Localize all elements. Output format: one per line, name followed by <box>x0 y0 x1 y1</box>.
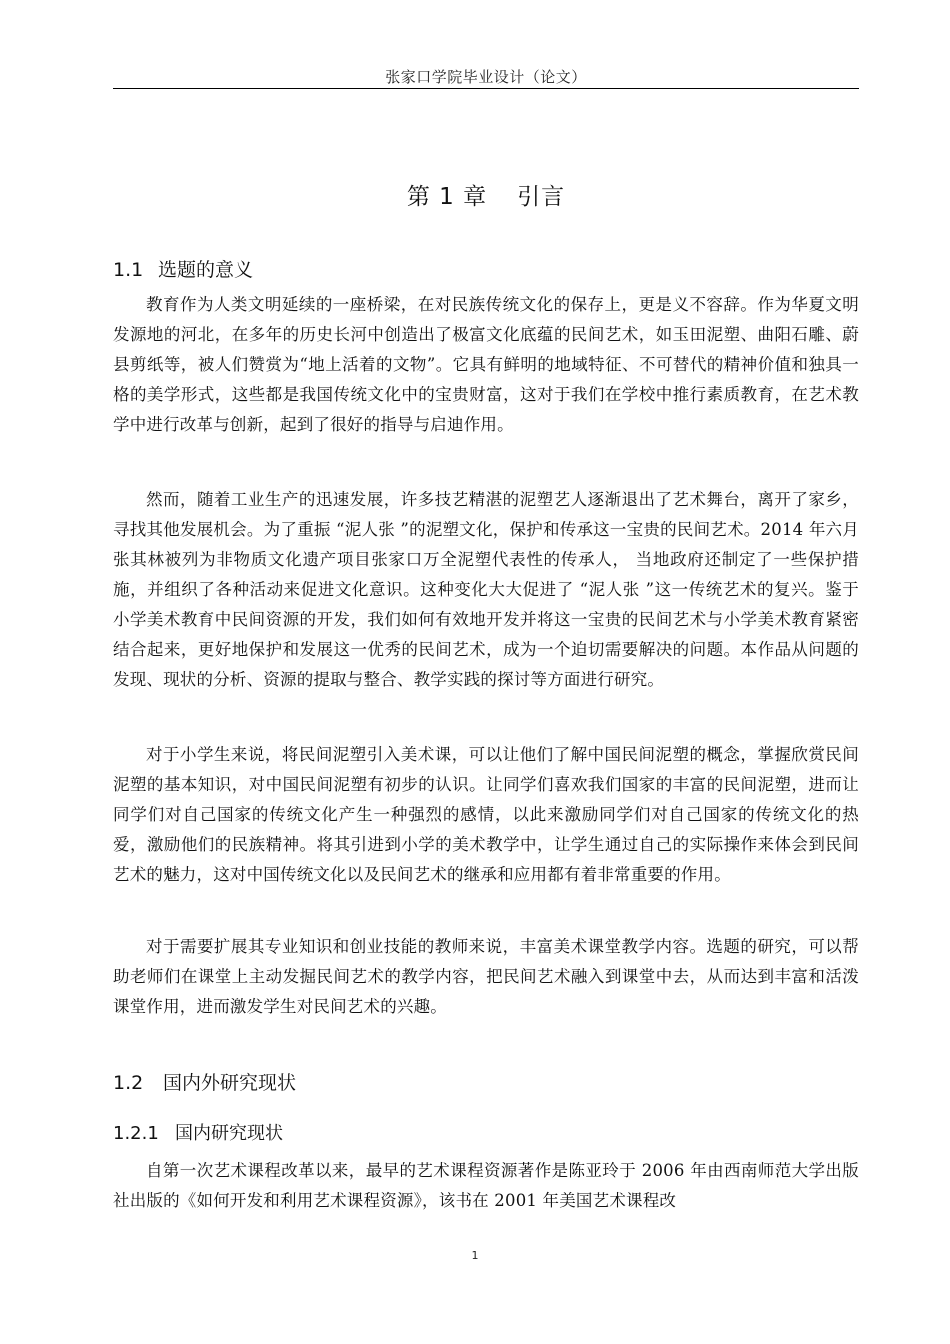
subsection-heading-1-2-1 <box>113 1119 283 1145</box>
subsection-title: 国内研究现状 <box>175 1123 283 1144</box>
page-number: 1 <box>471 1249 479 1262</box>
paragraph-significance-3: 对于小学生来说，将民间泥塑引入美术课，可以让他们了解中国民间泥塑的概念，掌握欣赏民间泥塑的基本知识，对中国民间泥塑有初步的认识。让同学们喜欢我们国家的丰富的民间泥塑，进而让同学们对自己国家的传统文化产生一种强烈的感情，以此来激励同学们对自己国家的传统文化的热爱，激励他们的民族精神。将其引进到小学的美术教学中，让学生通过自己的实际操作来体会到民间艺术的魅力，这对中国传统文化以及民间艺术的继承和应用都有着非常重要的作用。 <box>113 745 859 884</box>
section-heading-1-1 <box>113 255 253 282</box>
subsection-number: 1.2.1 <box>113 1123 159 1144</box>
paragraph-domestic-research: 自第一次艺术课程改革以来，最早的艺术课程资源著作是陈亚玲于 2006 年由西南师范大学出版社出版的《如何开发和利用艺术课程资源》，该书在 2001 年美国艺术课程改 <box>113 1161 859 1210</box>
chapter-heading <box>113 178 859 211</box>
section-number: 1.1 <box>113 259 144 281</box>
header-divider <box>113 88 859 89</box>
section-heading-1-2 <box>113 1068 296 1095</box>
paragraph-significance-4: 对于需要扩展其专业知识和创业技能的教师来说，丰富美术课堂教学内容。选题的研究，可以帮助老师们在课堂上主动发掘民间艺术的教学内容，把民间艺术融入到课堂中去，从而达到丰富和活泼课堂作用，进而激发学生对民间艺术的兴趣。 <box>113 937 859 1016</box>
chapter-title: 引言 <box>517 184 566 210</box>
paragraph-significance-2: 然而，随着工业生产的迅速发展，许多技艺精湛的泥塑艺人逐渐退出了艺术舞台，离开了家乡，寻找其他发展机会。为了重振 “泥人张 ”的泥塑文化，保护和传承这一宝贵的民间艺术。2014 年六月张其林被列为非物质文化遗产项目张家口万全泥塑代表性的传承人， 当地政府还制定了一些保护措施，并组织了各种活动来促进文化意识。这种变化大大促进了 “泥人张 ”这一传统艺术的复兴。鉴于小学美术教育中民间资源的开发，我们如何有效地开发并将这一宝贵的民间艺术与小学美术教育紧密结合起来，更好地保护和发展这一优秀的民间艺术，成为一个迫切需要解决的问题。本作品从问题的发现、现状的分析、资源的提取与整合、教学实践的探讨等方面进行研究。 <box>113 490 859 689</box>
section-title: 国内外研究现状 <box>163 1072 297 1094</box>
section-title: 选题的意义 <box>158 259 254 281</box>
section-number: 1.2 <box>113 1072 144 1094</box>
chapter-number: 第 1 章 <box>406 184 488 210</box>
paragraph-significance-1: 教育作为人类文明延续的一座桥梁，在对民族传统文化的保存上，更是义不容辞。作为华夏文明发源地的河北，在多年的历史长河中创造出了极富文化底蕴的民间艺术，如玉田泥塑、曲阳石雕、蔚县剪纸等，被人们赞赏为“地上活着的文物”。它具有鲜明的地域特征、不可替代的精神价值和独具一格的美学形式，这些都是我国传统文化中的宝贵财富，这对于我们在学校中推行素质教育，在艺术教学中进行改革与创新，起到了很好的指导与启迪作用。 <box>113 295 859 434</box>
running-header: 张家口学院毕业设计（论文） <box>385 68 587 86</box>
